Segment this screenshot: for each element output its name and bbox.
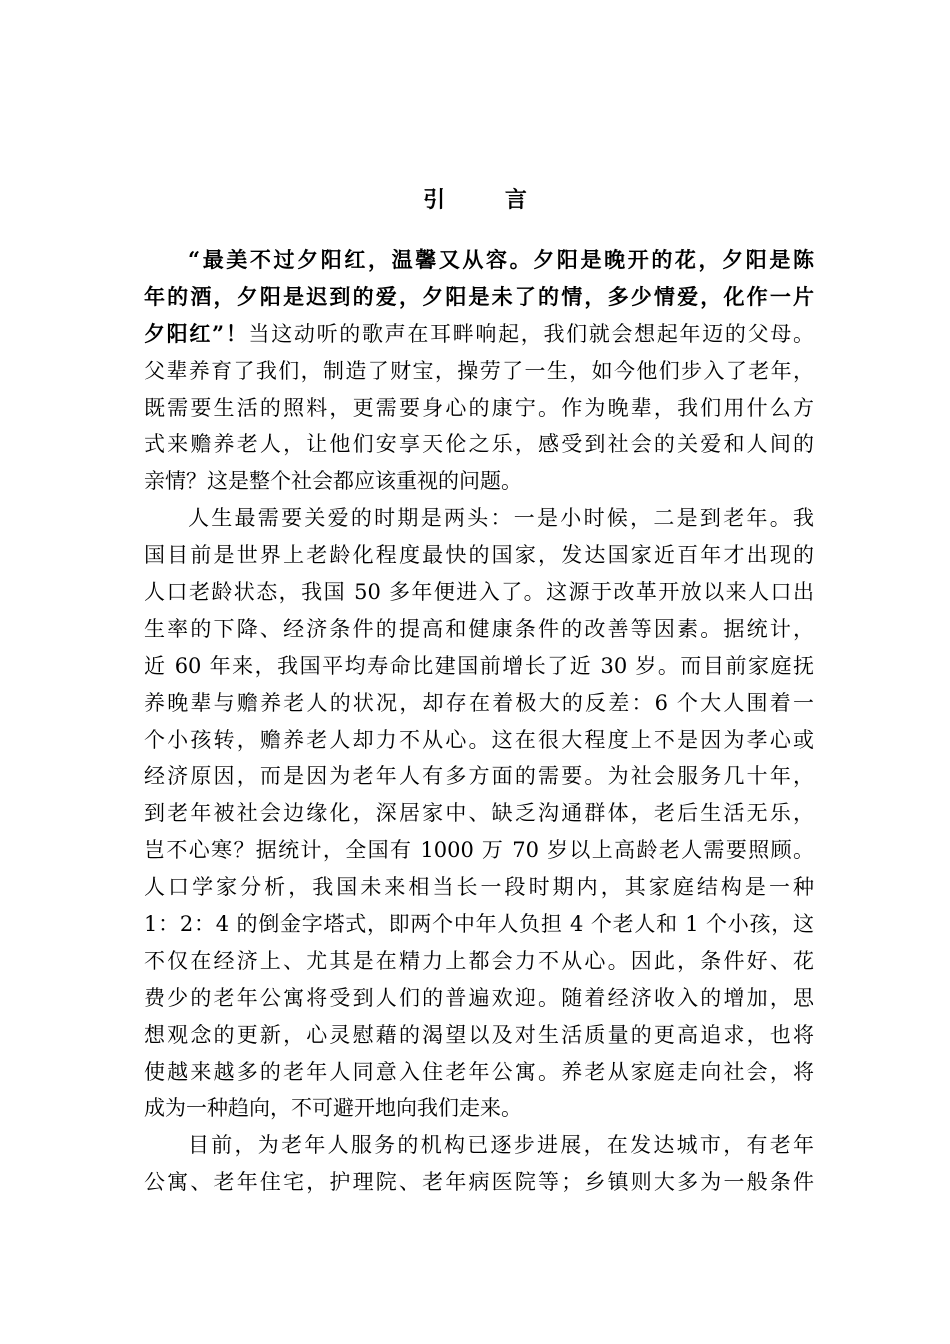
- paragraph-2: [144, 500, 814, 1127]
- text-line: 成为一种趋向，不可避开地向我们走来。: [144, 1096, 522, 1121]
- text-run: 亲情？这是整个社会都应该重视的问题。: [144, 469, 522, 494]
- text-line: 人口老龄状态，我国 50 多年便进入了。这源于改革开放以来人口出: [144, 580, 814, 605]
- text-run: 既需要生活的照料，更需要身心的康宁。作为晚辈，我们用什么方: [144, 395, 814, 420]
- text-line: [144, 316, 814, 353]
- text-run: 当这动听的歌声在耳畔响起，我们就会想起年迈的父母。: [248, 321, 814, 346]
- text-line: 个小孩转，赡养老人却力不从心。这在很大程度上不是因为孝心或: [144, 727, 814, 752]
- page-title: 引 言: [423, 187, 553, 213]
- bold-lyrics: 夕阳红”！: [144, 320, 249, 346]
- text-line: [144, 463, 814, 500]
- text-line: 人口学家分析，我国未来相当长一段时期内，其家庭结构是一种: [144, 875, 814, 900]
- text-line: [144, 426, 814, 463]
- paragraph-1: [144, 242, 814, 500]
- text-line: 到老年被社会边缘化，深居家中、缺乏沟通群体，老后生活无乐，: [144, 801, 814, 826]
- text-line: 费少的老年公寓将受到人们的普遍欢迎。随着经济收入的增加，思: [144, 985, 814, 1010]
- text-line: 岂不心寒？据统计，全国有 1000 万 70 岁以上高龄老人需要照顾。: [144, 838, 814, 863]
- text-line: 经济原因，而是因为老年人有多方面的需要。为社会服务几十年，: [144, 764, 814, 789]
- bold-lyrics: “最美不过夕阳红，温馨又从容。夕阳是晚开的花，夕阳是陈: [188, 247, 814, 272]
- text-line: 生率的下降、经济条件的提高和健康条件的改善等因素。据统计，: [144, 616, 814, 641]
- text-line: 使越来越多的老年人同意入住老年公寓。养老从家庭走向社会，将: [144, 1059, 814, 1084]
- bold-lyrics: 年的酒，夕阳是迟到的爱，夕阳是未了的情，多少情爱，化作一片: [144, 283, 814, 309]
- text-line: 人生最需要关爱的时期是两头：一是小时候，二是到老年。我: [188, 506, 814, 531]
- text-line: 不仅在经济上、尤其是在精力上都会力不从心。因此，条件好、花: [144, 948, 814, 973]
- text-line: 想观念的更新，心灵慰藉的渴望以及对生活质量的更高追求，也将: [144, 1022, 814, 1047]
- text-line: [144, 390, 814, 427]
- text-line: [144, 279, 814, 316]
- text-run: 式来赡养老人，让他们安享天伦之乐，感受到社会的关爱和人间的: [144, 432, 814, 457]
- text-line: 养晚辈与赡养老人的状况，却存在着极大的反差：6 个大人围着一: [144, 690, 814, 715]
- text-line: 国目前是世界上老龄化程度最快的国家，发达国家近百年才出现的: [144, 543, 814, 568]
- text-line: 目前，为老年人服务的机构已逐步进展，在发达城市，有老年: [188, 1133, 814, 1158]
- text-run: 父辈养育了我们，制造了财宝，操劳了一生，如今他们步入了老年，: [144, 358, 814, 383]
- text-line: 公寓、老年住宅，护理院、老年病医院等；乡镇则大多为一般条件: [144, 1170, 814, 1195]
- text-line: 1：2：4 的倒金字塔式，即两个中年人负担 4 个老人和 1 个小孩，这: [144, 912, 814, 937]
- text-line: [144, 353, 814, 390]
- text-line: [144, 242, 814, 279]
- text-line: 近 60 年来，我国平均寿命比建国前增长了近 30 岁。而目前家庭抚: [144, 653, 814, 678]
- document-body: [144, 242, 814, 1201]
- paragraph-3: [144, 1127, 814, 1201]
